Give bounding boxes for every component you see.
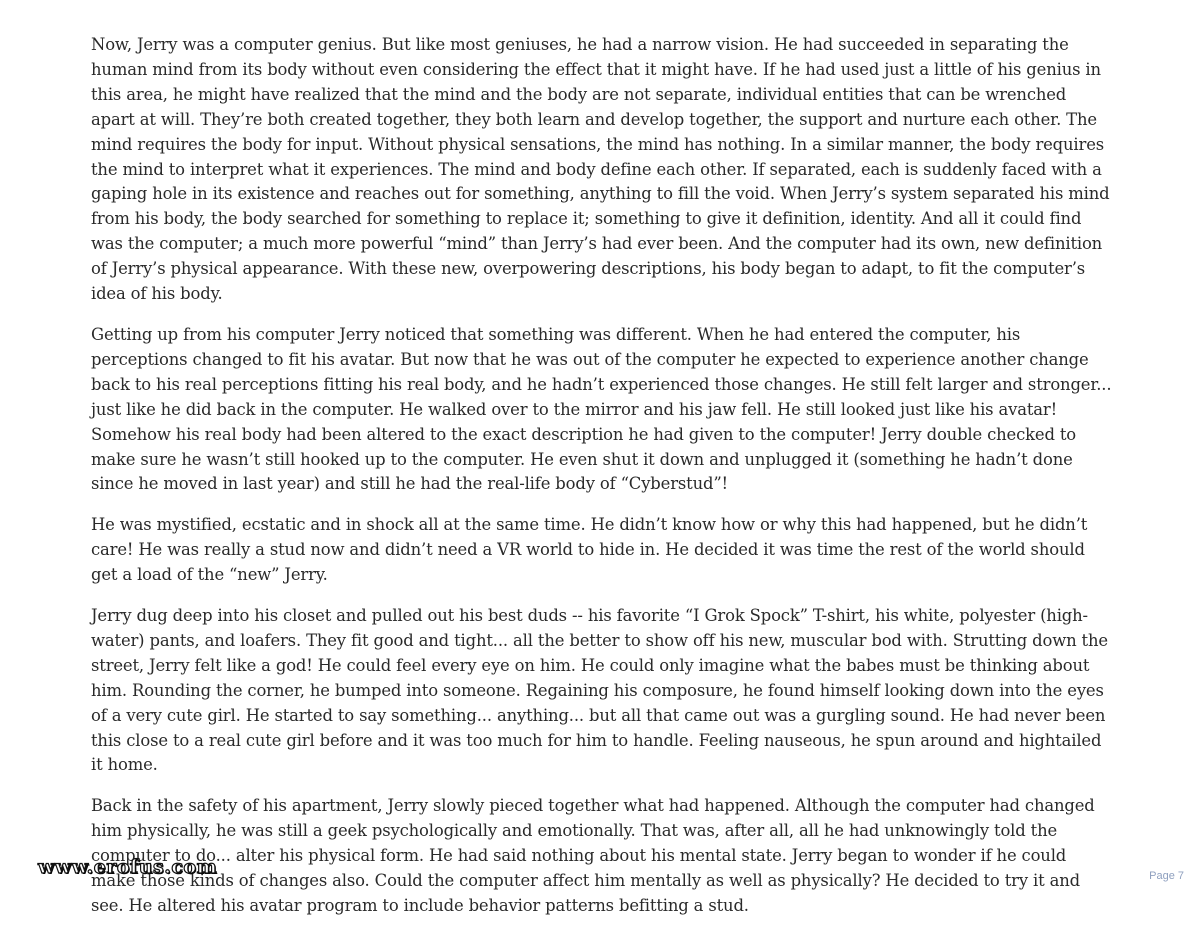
paragraph: Now, Jerry was a computer genius. But like most geniuses, he had a narrow vision. He had succeeded in separating the human mind from its body without even considering the effect that it might have. If he had used just a little of his genius in this area, he might have realized that the mind and the body are not separate, individual entities that can be wrenched apart at will. They’re both created together, they both learn and develop together, the support and nurture each other. The mind requires the body for input. Without physical sensations, the mind has nothing. In a similar manner, the body requires the mind to interpret what it experiences. The mind and body define each other. If separated, each is suddenly faced with a gaping hole in its existence and reaches out for something, anything to fill the void. When Jerry’s system separated his mind from his body, the body searched for something to replace it; something to give it definition, identity. And all it could find was the computer; a much more powerful “mind” than Jerry’s had ever been. And the computer had its own, new definition of Jerry’s physical appearance. With these new, overpowering descriptions, his body began to adapt, to fit the computer’s idea of his body. bbox=[91, 35, 1110, 304]
paragraph: He was mystified, ecstatic and in shock all at the same time. He didn’t know how or why this had happened, but he didn’t care! He was really a stud now and didn’t need a VR world to hide in. He decided it was time the rest of the world should get a load of the “new” Jerry. bbox=[91, 515, 1088, 585]
watermark: www.erofus.com bbox=[38, 856, 218, 878]
page-number: Page 7 bbox=[1149, 870, 1184, 882]
paragraph: Jerry dug deep into his closet and pulled out his best duds -- his favorite “I Grok Spock” T-shirt, his white, polyester (high-water) pants, and loafers. They fit good and tight... all the better to show off his new, muscular bod with. Strutting down the street, Jerry felt like a god! He could feel every eye on him. He could only imagine what the babes must be thinking about him. Rounding the corner, he bumped into someone. Regaining his composure, he found himself looking down into the eyes of a very cute girl. He started to say something... anything... but all that came out was a gurgling sound. He had never been this close to a real cute girl before and it was too much for him to handle. Feeling nauseous, he spun around and hightailed it home. bbox=[91, 606, 1108, 775]
paragraph: Back in the safety of his apartment, Jerry slowly pieced together what had happened. Although the computer had changed him physically, he was still a geek psychologically and emotionally. That was, after all, all he had unknowingly told the computer to do... alter his physical form. He had said nothing about his mental state. Jerry began to wonder if he could make those kinds of changes also. Could the computer affect him mentally as well as physically? He decided to try it and see. He altered his avatar program to include behavior patterns befitting a stud. bbox=[91, 796, 1095, 915]
document-body bbox=[91, 33, 1113, 935]
paragraph: Getting up from his computer Jerry noticed that something was different. When he had entered the computer, his perceptions changed to fit his avatar. But now that he was out of the computer he expected to experience another change back to his real perceptions fitting his real body, and he hadn’t experienced those changes. He still felt larger and stronger... just like he did back in the computer. He walked over to the mirror and his jaw fell. He still looked just like his avatar! Somehow his real body had been altered to the exact description he had given to the computer! Jerry double checked to make sure he wasn’t still hooked up to the computer. He even shut it down and unplugged it (something he hadn’t done since he moved in last year) and still he had the real-life body of “Cyberstud”! bbox=[91, 324, 1112, 494]
